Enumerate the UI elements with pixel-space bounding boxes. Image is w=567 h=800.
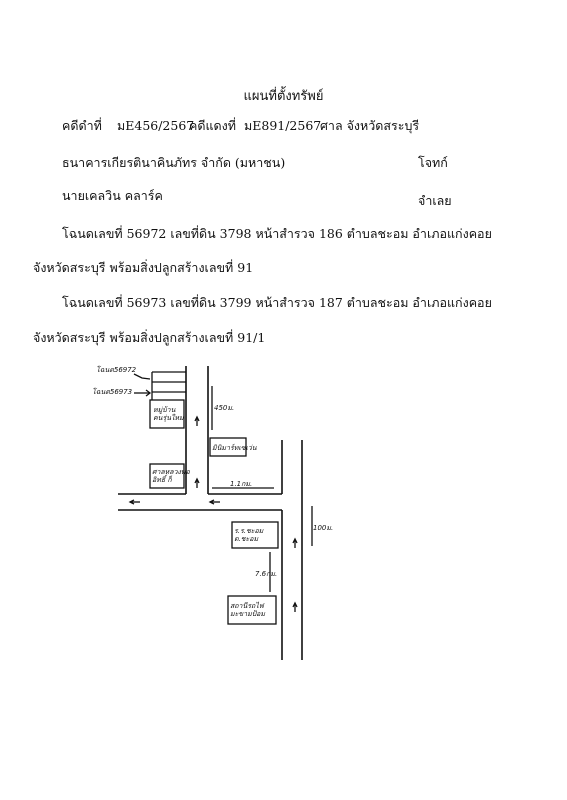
shrine-label: ศาลหลวงพ่ออิทธิ์ ก็ — [152, 468, 190, 484]
dist-450m: 450ม. — [214, 404, 235, 412]
red-case-label: คดีแดงที่ — [189, 118, 236, 133]
minimart-label: มินิมาร์ทเซเว่น — [212, 444, 257, 452]
dist-100m: 100ม. — [313, 524, 334, 532]
village-label: หมู่บ้านคนรุ่นใหม่ — [153, 406, 184, 422]
property-plots — [152, 372, 186, 400]
defendant-name: นายเคลวิน คลาร์ค — [62, 188, 163, 203]
station-label: สถานีรถไฟมะขามป้อม — [230, 602, 265, 618]
school-label: ร.ร.ชะอมต.ชะอม — [234, 527, 264, 543]
deed-1-line-1: โฉนดเลขที่ 56972 เลขที่ดิน 3798 หน้าสำรวจ 186 ตำบลชะอม อำเภอแก่งคอย — [62, 226, 492, 241]
black-case-number: มE456/2567 — [117, 118, 195, 133]
dist-7-6km: 7.6กม. — [255, 570, 278, 578]
red-case-number: มE891/2567 — [244, 118, 322, 133]
plaintiff-role: โจทก์ — [418, 155, 448, 170]
document-title: แผนที่ตั้งทรัพย์ — [243, 89, 324, 104]
court-name: ศาล จังหวัดสระบุรี — [320, 118, 420, 133]
defendant-role: จำเลย — [418, 193, 452, 208]
location-map — [90, 360, 340, 665]
highway — [282, 440, 302, 660]
deed-2-line-1: โฉนดเลขที่ 56973 เลขที่ดิน 3799 หน้าสำรวจ 187 ตำบลชะอม อำเภอแก่งคอย — [62, 295, 492, 310]
deed-56972-pointer — [134, 374, 150, 379]
deed-label-56973: โฉนด56973 — [92, 388, 133, 396]
black-case-label: คดีดำที่ — [62, 118, 102, 133]
deed-2-line-2: จังหวัดสระบุรี พร้อมสิ่งปลูกสร้างเลขที่ 91/1 — [33, 330, 266, 345]
deed-1-line-2: จังหวัดสระบุรี พร้อมสิ่งปลูกสร้างเลขที่ 91 — [33, 260, 254, 275]
deed-label-56972: โฉนด56972 — [96, 366, 137, 374]
main-road — [118, 494, 282, 510]
plaintiff-name: ธนาคารเกียรตินาคินภัทร จำกัด (มหาชน) — [62, 155, 286, 170]
dist-1-1km: 1.1กม. — [230, 480, 253, 488]
